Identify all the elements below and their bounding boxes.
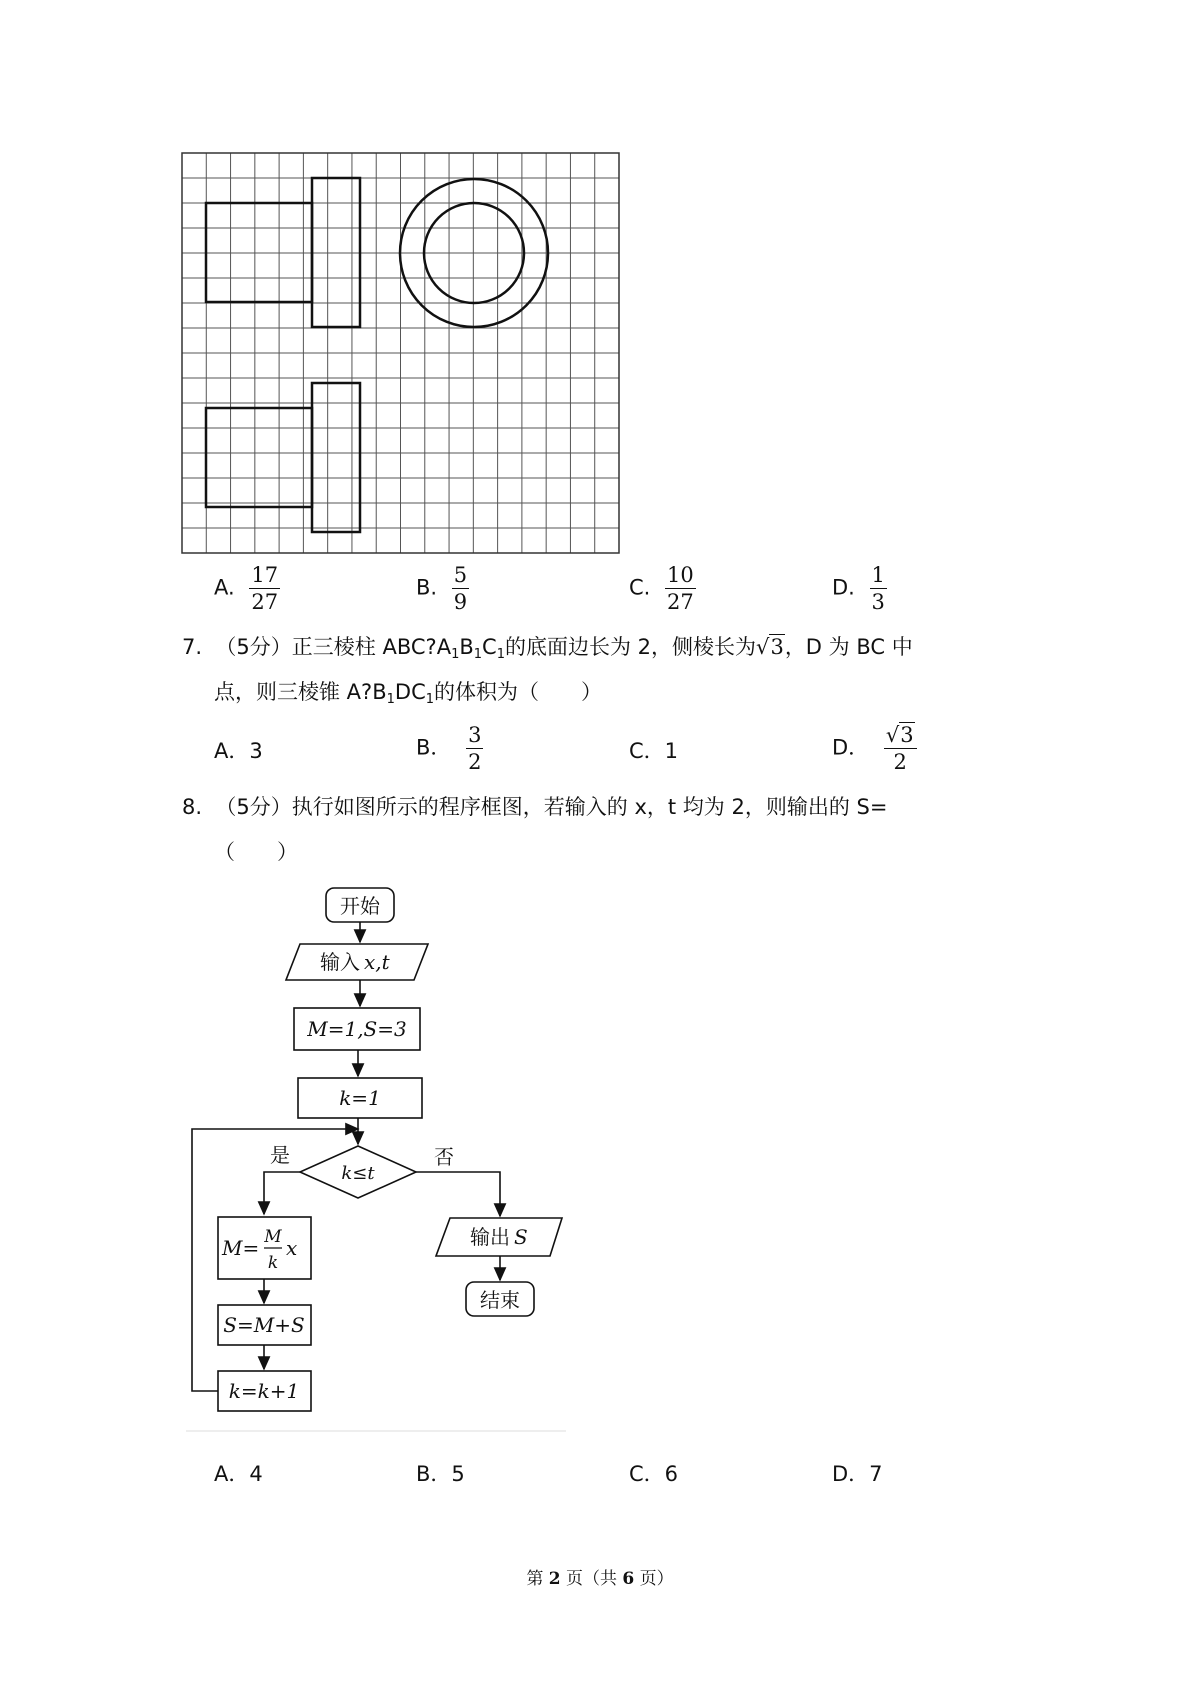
q6-b-fraction: $\frac{5}{9}$ — [453, 563, 468, 614]
flow-output-label: 输出 — [470, 1225, 510, 1249]
flow-m-update-lhs: M= — [222, 1236, 260, 1260]
flow-output-var: S — [514, 1225, 528, 1249]
grid-lines — [182, 153, 619, 553]
flow-input-label: 输入 — [320, 950, 360, 974]
q7-option-a: A．3 — [214, 739, 263, 763]
flow-input-vars: x,t — [364, 950, 390, 974]
flow-end-label: 结束 — [480, 1288, 520, 1312]
page-footer: 第 2 页（共 6 页） — [526, 1569, 674, 1589]
flow-s-update-label: S=M+S — [223, 1313, 305, 1337]
q7-d-fraction: $\frac{√3}{2}$ — [884, 723, 917, 774]
q8-option-b: B．5 — [416, 1462, 465, 1486]
q6-d-fraction: $\frac{1}{3}$ — [871, 563, 885, 614]
sqrt-3: √3 — [756, 635, 784, 659]
flow-no-label: 否 — [434, 1145, 454, 1169]
side-view-left-rect — [206, 408, 312, 507]
q6-option-a: A. $\frac{17}{27}$ — [214, 563, 279, 614]
flow-m-denominator: k — [267, 1253, 279, 1273]
q7-line-1: 7. （5分）正三棱柱 $ABC?A_1B_1C_1$的底面边长为 2，侧棱长为√3，D 为 BC 中 — [182, 632, 913, 670]
q6-option-b: B. $\frac{5}{9}$ — [416, 563, 468, 614]
q6-c-fraction: $\frac{10}{27}$ — [667, 563, 694, 614]
q8-line-1: 8. （5分）执行如图所示的程序框图，若输入的 x，t 均为 2，则输出的 S= — [182, 795, 888, 819]
q8-line-2: （ ） — [214, 840, 298, 864]
q7-line-2: 点，则三棱锥 $A?B_1DC_1$的体积为（ ） — [214, 680, 603, 707]
q6-a-fraction: $\frac{17}{27}$ — [251, 563, 279, 614]
q7-option-b: B． $\frac{3}{2}$ — [416, 723, 482, 774]
flow-m-numerator: M — [264, 1227, 282, 1247]
flow-condition-label: k≤t — [341, 1163, 375, 1184]
side-view-right-rect — [312, 383, 360, 532]
three-view-figure — [0, 0, 1200, 570]
q8-option-c: C．6 — [629, 1462, 679, 1486]
q7-option-c: C．1 — [629, 739, 679, 763]
flow-start-label: 开始 — [340, 894, 380, 918]
q7-b-fraction: $\frac{3}{2}$ — [468, 723, 482, 774]
q7-option-d: D． $\frac{√3}{2}$ — [832, 723, 917, 774]
flow-m-x: x — [286, 1236, 298, 1260]
flowchart — [0, 880, 600, 1440]
flow-yes-label: 是 — [270, 1143, 290, 1167]
q8-option-d: D．7 — [832, 1462, 883, 1486]
q6-option-c: C. $\frac{10}{27}$ — [629, 563, 694, 614]
flow-k-init-label: k=1 — [339, 1086, 381, 1110]
q8-option-a: A．4 — [214, 1462, 263, 1486]
flow-init-label: M=1,S=3 — [307, 1017, 407, 1041]
flow-k-update-label: k=k+1 — [228, 1379, 300, 1403]
q6-option-d: D. $\frac{1}{3}$ — [832, 563, 885, 614]
